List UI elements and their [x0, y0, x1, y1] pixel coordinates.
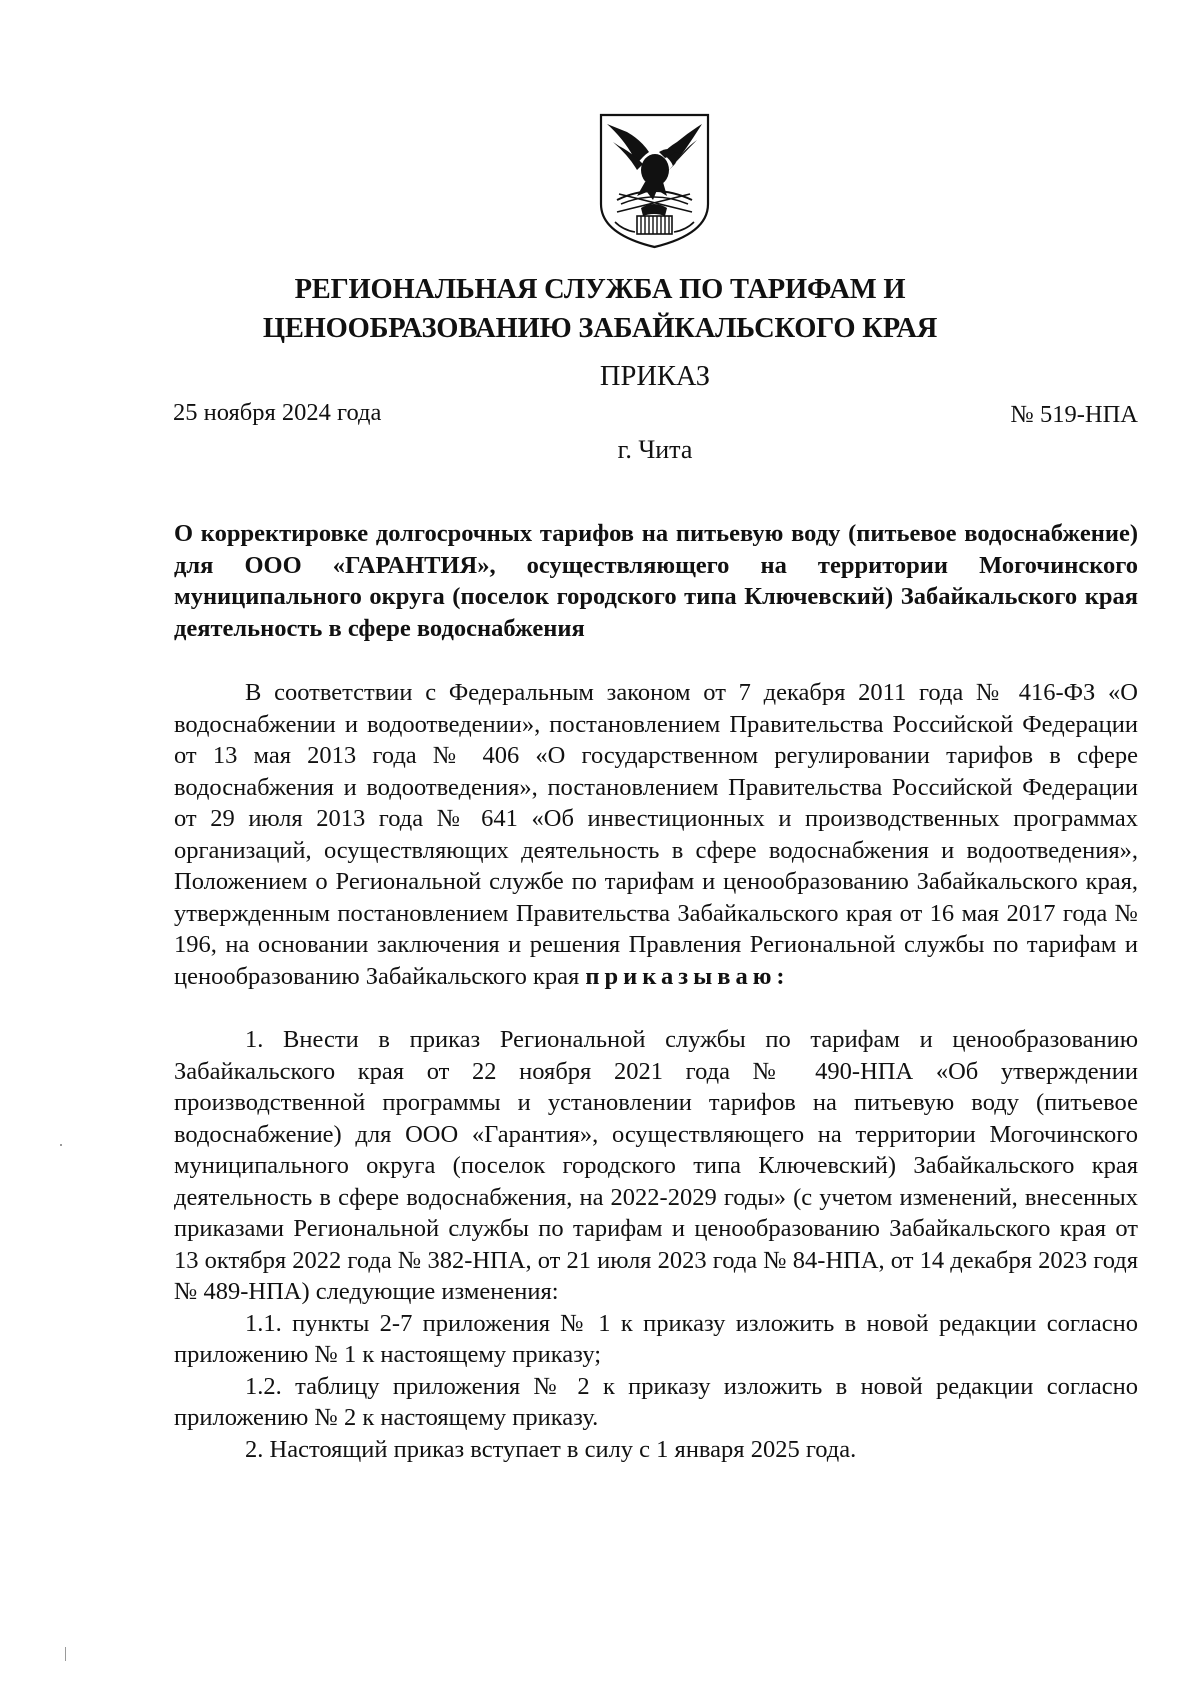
document-date: 25 ноября 2024 года: [173, 399, 382, 426]
organization-title-line-2: ЦЕНООБРАЗОВАНИЮ ЗАБАЙКАЛЬСКОГО КРАЯ: [262, 313, 938, 344]
scan-speck: [60, 1144, 62, 1146]
item-1-paragraph: 1. Внести в приказ Региональной службы по тарифам и ценообразованию Забайкальского края от 22 ноября 2021 года № 490-НПА «Об утверждении производственной программы и установлении тарифов на питьевую воду (питьевое водоснабжение) для ООО «Гарантия», осуществляющего на территории Могочинского муниципального округа (поселок городского типа Ключевский) Забайкальского края деятельность в сфере водоснабжения, на 2022-2029 годы» (с учетом изменений, внесенных приказами Региональной службы по тарифам и ценообразованию Забайкальского края от 13 октября 2022 года № 382-НПА, от 21 июля 2023 года № 84-НПА, от 14 декабря 2023 годя № 489-НПА) следующие изменения:: [174, 1026, 1138, 1305]
preamble-text: В соответствии с Федеральным законом от 7 декабря 2011 года № 416-ФЗ «О водоснабжении и водоотведении», постановлением Правительства Российской Федерации от 13 мая 2013 года № 406 «О государственном регулировании тарифов в сфере водоснабжения и водоотведения», постановлением Правительства Российской Федерации от 29 июля 2013 года № 641 «Об инвестиционных и производственных программах организаций, осуществляющих деятельность в сфере водоснабжения и водоотведения», Положением о Региональной службе по тарифам и ценообразованию Забайкальского края, утвержденным постановлением Правительства Забайкальского края от 16 мая 2017 года № 196, на основании заключения и решения Правления Региональной службы по тарифам и ценообразованию Забайкальского края: [174, 679, 1138, 990]
item-1-2-paragraph: 1.2. таблицу приложения № 2 к приказу изложить в новой редакции согласно приложению № 2 к настоящему приказу.: [174, 1372, 1138, 1431]
item-2-paragraph: 2. Настоящий приказ вступает в силу с 1 января 2025 года.: [245, 1435, 857, 1463]
organization-title: [150, 270, 1050, 348]
document-subject: О корректировке долгосрочных тарифов на питьевую воду (питьевое водоснабжение) для ООО «ГАРАНТИЯ», осуществляющего на территории Могочинского муниципального округа (поселок городского типа Ключевский) Забайкальского края деятельность в сфере водоснабжения: [174, 520, 1138, 642]
zabaykalsky-krai-coat-of-arms-icon: [597, 112, 712, 250]
order-word: приказываю:: [585, 962, 790, 990]
document-number: № 519-НПА: [1010, 401, 1138, 428]
document-city: г. Чита: [617, 435, 693, 464]
scan-speck: [65, 1647, 66, 1661]
item-1-1-paragraph: 1.1. пункты 2-7 приложения № 1 к приказу изложить в новой редакции согласно приложению № 1 к настоящему приказу;: [174, 1309, 1138, 1368]
document-type: ПРИКАЗ: [599, 361, 711, 392]
organization-title-line-1: РЕГИОНАЛЬНАЯ СЛУЖБА ПО ТАРИФАМ И: [294, 274, 906, 305]
document-body: [174, 677, 1138, 1465]
preamble-paragraph: [174, 677, 1138, 992]
